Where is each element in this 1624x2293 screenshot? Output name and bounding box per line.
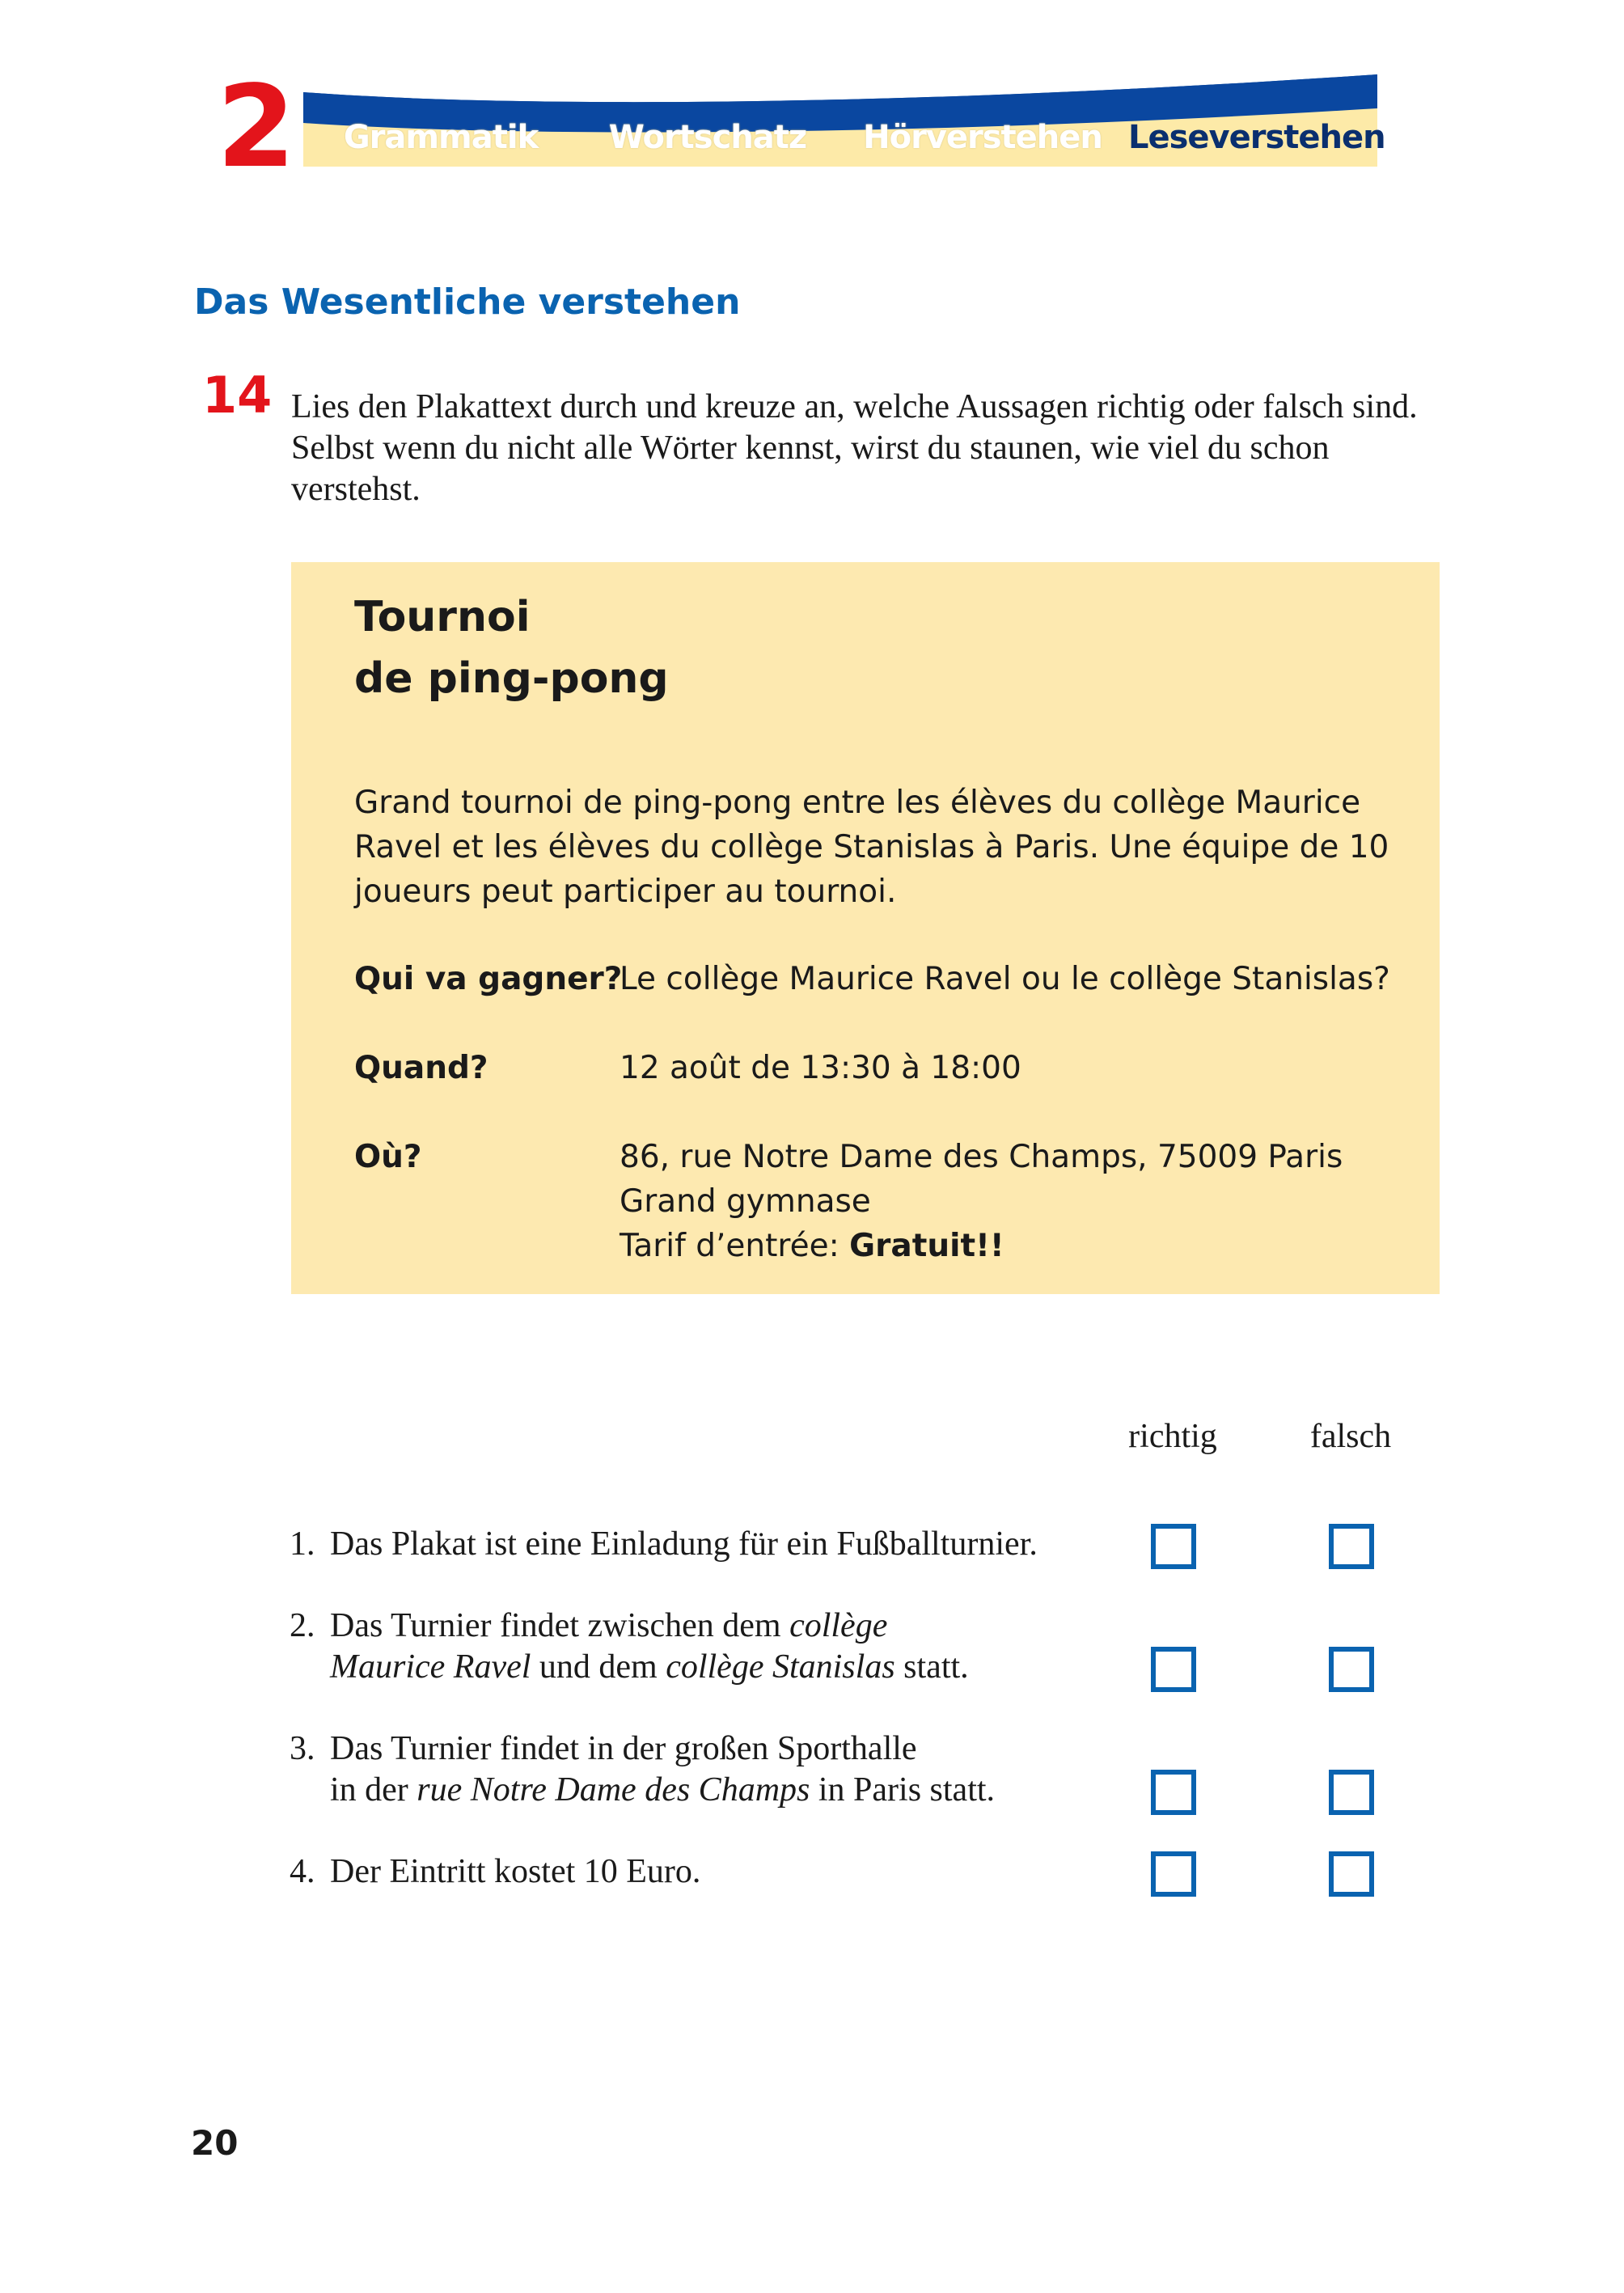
column-header-falsch: falsch — [1309, 1418, 1392, 1455]
poster-venue: Grand gymnase — [620, 1183, 871, 1220]
column-header-richtig: richtig — [1128, 1418, 1217, 1455]
statement-2-number: 2. — [290, 1607, 315, 1644]
statement-2-text — [330, 1606, 969, 1688]
statement-2-part-1: Das Turnier findet zwischen dem — [330, 1607, 790, 1644]
chapter-header-band — [303, 70, 1385, 167]
statement-1-falsch-checkbox[interactable] — [1329, 1524, 1374, 1569]
poster-box — [291, 562, 1440, 1294]
chapter-tabs — [303, 108, 1385, 167]
poster-title-line-1: Tournoi — [354, 593, 531, 641]
poster-body: Grand tournoi de ping-pong entre les élèves du collège Maurice Ravel et les élèves du collège Stanislas à Paris. Une équipe de 10 joueurs peut participer au tournoi. — [354, 785, 1389, 910]
poster-when-value: 12 août de 13:30 à 18:00 — [620, 1050, 1021, 1086]
poster-address: 86, rue Notre Dame des Champs, 75009 Paris — [620, 1139, 1343, 1175]
poster-where-value — [620, 1135, 1343, 1268]
statement-2-italic-1: collège — [789, 1607, 888, 1644]
statement-2-part-2: und dem — [531, 1648, 666, 1686]
statement-1-text: Das Plakat ist eine Einladung für ein Fußballturnier. — [330, 1525, 1038, 1563]
tab-leseverstehen[interactable]: Leseverstehen — [1128, 119, 1385, 156]
statement-1-number: 1. — [290, 1525, 315, 1563]
statement-3-richtig-checkbox[interactable] — [1151, 1770, 1196, 1815]
statement-3-part-1: Das Turnier findet in der großen Sporthalle — [330, 1730, 917, 1767]
statement-2-italic-3: collège Stanislas — [666, 1648, 895, 1686]
section-title: Das Wesentliche verstehen — [194, 281, 741, 323]
statement-3-part-2: in der — [330, 1771, 417, 1809]
poster-title-line-2: de ping-pong — [354, 654, 669, 703]
exercise-instruction: Lies den Plakattext durch und kreuze an, welche Aussagen richtig oder falsch sind. Selbst wenn du nicht alle Wörter kennst, wirst du staunen, wie viel du schon verstehst. — [291, 388, 1418, 508]
statement-2-falsch-checkbox[interactable] — [1329, 1647, 1374, 1692]
statement-2-richtig-checkbox[interactable] — [1151, 1647, 1196, 1692]
statement-3-text — [330, 1728, 995, 1811]
poster-price-value: Gratuit!! — [849, 1228, 1004, 1264]
tab-hoerverstehen[interactable]: Hörverstehen — [863, 119, 1102, 156]
poster-when-label: Quand? — [354, 1050, 488, 1086]
exercise-number: 14 — [202, 366, 273, 425]
statement-1-richtig-checkbox[interactable] — [1151, 1524, 1196, 1569]
statement-2-italic-2: Maurice Ravel — [330, 1648, 531, 1686]
page-number: 20 — [191, 2123, 239, 2163]
poster-price — [620, 1224, 1343, 1268]
statement-4-falsch-checkbox[interactable] — [1329, 1851, 1374, 1897]
statement-3-falsch-checkbox[interactable] — [1329, 1770, 1374, 1815]
statement-2-part-3: statt. — [894, 1648, 969, 1686]
poster-where-label: Où? — [354, 1139, 422, 1175]
statement-4-text: Der Eintritt kostet 10 Euro. — [330, 1853, 701, 1890]
tab-wortschatz[interactable]: Wortschatz — [608, 119, 807, 156]
poster-title — [354, 586, 669, 709]
poster-who-value: Le collège Maurice Ravel ou le collège Stanislas? — [620, 961, 1390, 997]
chapter-number: 2 — [217, 61, 296, 193]
tab-grammatik[interactable]: Grammatik — [343, 119, 539, 156]
poster-who-label: Qui va gagner? — [354, 961, 623, 997]
statement-4-number: 4. — [290, 1853, 315, 1890]
statement-3-part-3: in Paris statt. — [810, 1771, 996, 1809]
statement-4-richtig-checkbox[interactable] — [1151, 1851, 1196, 1897]
statement-3-italic-1: rue Notre Dame des Champs — [417, 1771, 810, 1809]
statement-3-number: 3. — [290, 1730, 315, 1767]
poster-price-label: Tarif d’entrée: — [620, 1228, 839, 1264]
